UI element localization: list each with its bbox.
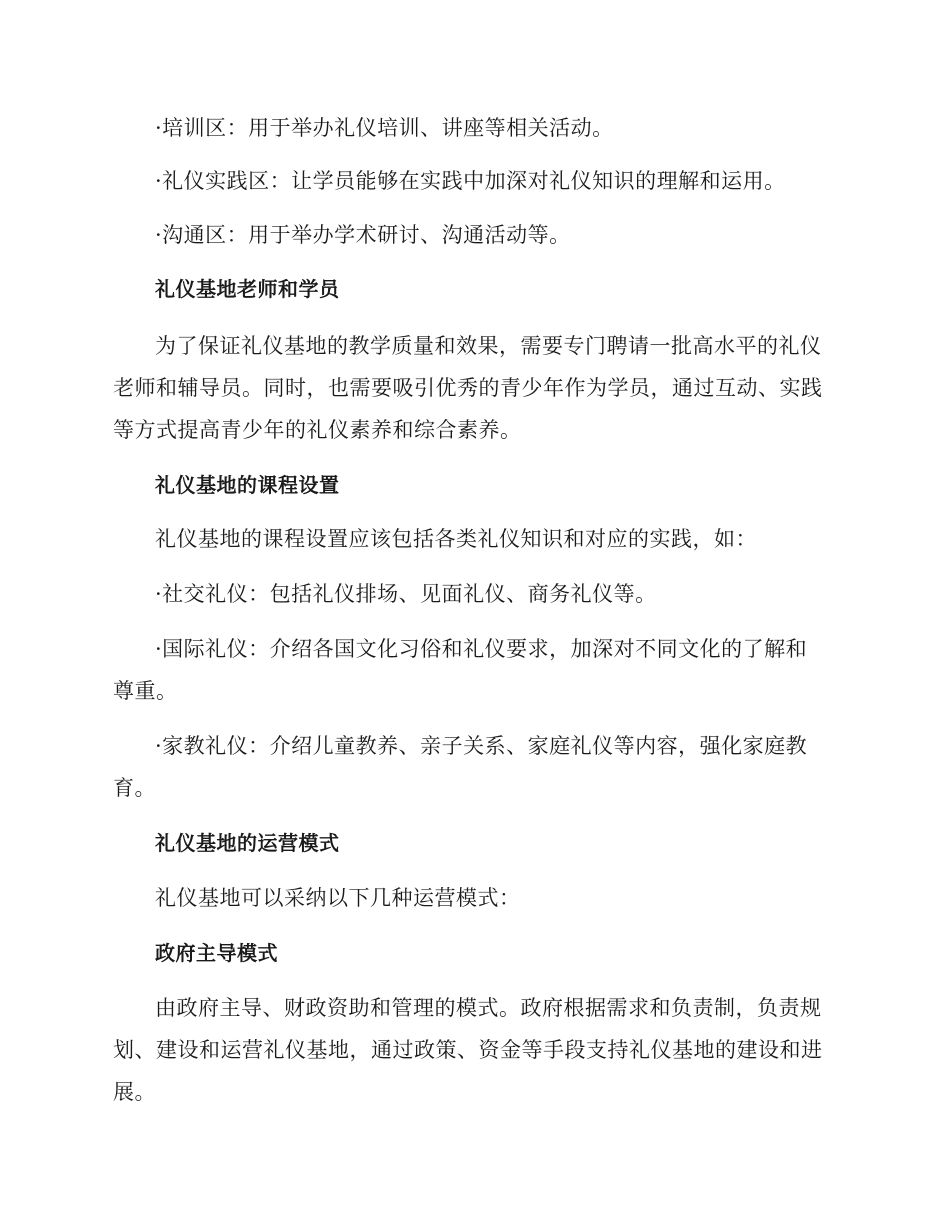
bullet-practice-area: ·礼仪实践区：让学员能够在实践中加深对礼仪知识的理解和运用。 [155,169,786,193]
bullet-family-etiquette-line-1: ·家教礼仪：介绍儿童教养、亲子关系、家庭礼仪等内容，强化家庭教 [155,734,808,758]
paragraph-teachers-line-3: 等方式提高青少年的礼仪素养和综合素养。 [113,418,522,442]
heading-operation-mode: 礼仪基地的运营模式 [155,831,340,855]
paragraph-teachers-line-1: 为了保证礼仪基地的教学质量和效果，需要专门聘请一批高水平的礼仪 [155,334,822,358]
bullet-social-etiquette: ·社交礼仪：包括礼仪排场、见面礼仪、商务礼仪等。 [155,582,657,606]
bullet-international-etiquette-line-1: ·国际礼仪：介绍各国文化习俗和礼仪要求，加深对不同文化的了解和 [155,637,808,661]
heading-teachers-students: 礼仪基地老师和学员 [155,277,340,301]
bullet-training-area: ·培训区：用于举办礼仪培训、讲座等相关活动。 [155,116,614,140]
paragraph-operation-intro: 礼仪基地可以采纳以下几种运营模式： [155,886,521,910]
paragraph-government-line-2: 划、建设和运营礼仪基地，通过政策、资金等手段支持礼仪基地的建设和进 [113,1038,823,1062]
paragraph-government-line-3: 展。 [113,1080,156,1104]
bullet-international-etiquette-line-2: 尊重。 [113,679,178,703]
paragraph-course-intro: 礼仪基地的课程设置应该包括各类礼仪知识和对应的实践，如： [155,527,757,551]
bullet-communication-area: ·沟通区：用于举办学术研讨、沟通活动等。 [155,223,571,247]
paragraph-teachers-line-2: 老师和辅导员。同时，也需要吸引优秀的青少年作为学员，通过互动、实践 [113,376,823,400]
paragraph-government-line-1: 由政府主导、财政资助和管理的模式。政府根据需求和负责制，负责规 [155,996,822,1020]
heading-course-setup: 礼仪基地的课程设置 [155,473,340,497]
bullet-family-etiquette-line-2: 育。 [113,776,156,800]
heading-government-led-mode: 政府主导模式 [155,941,278,965]
